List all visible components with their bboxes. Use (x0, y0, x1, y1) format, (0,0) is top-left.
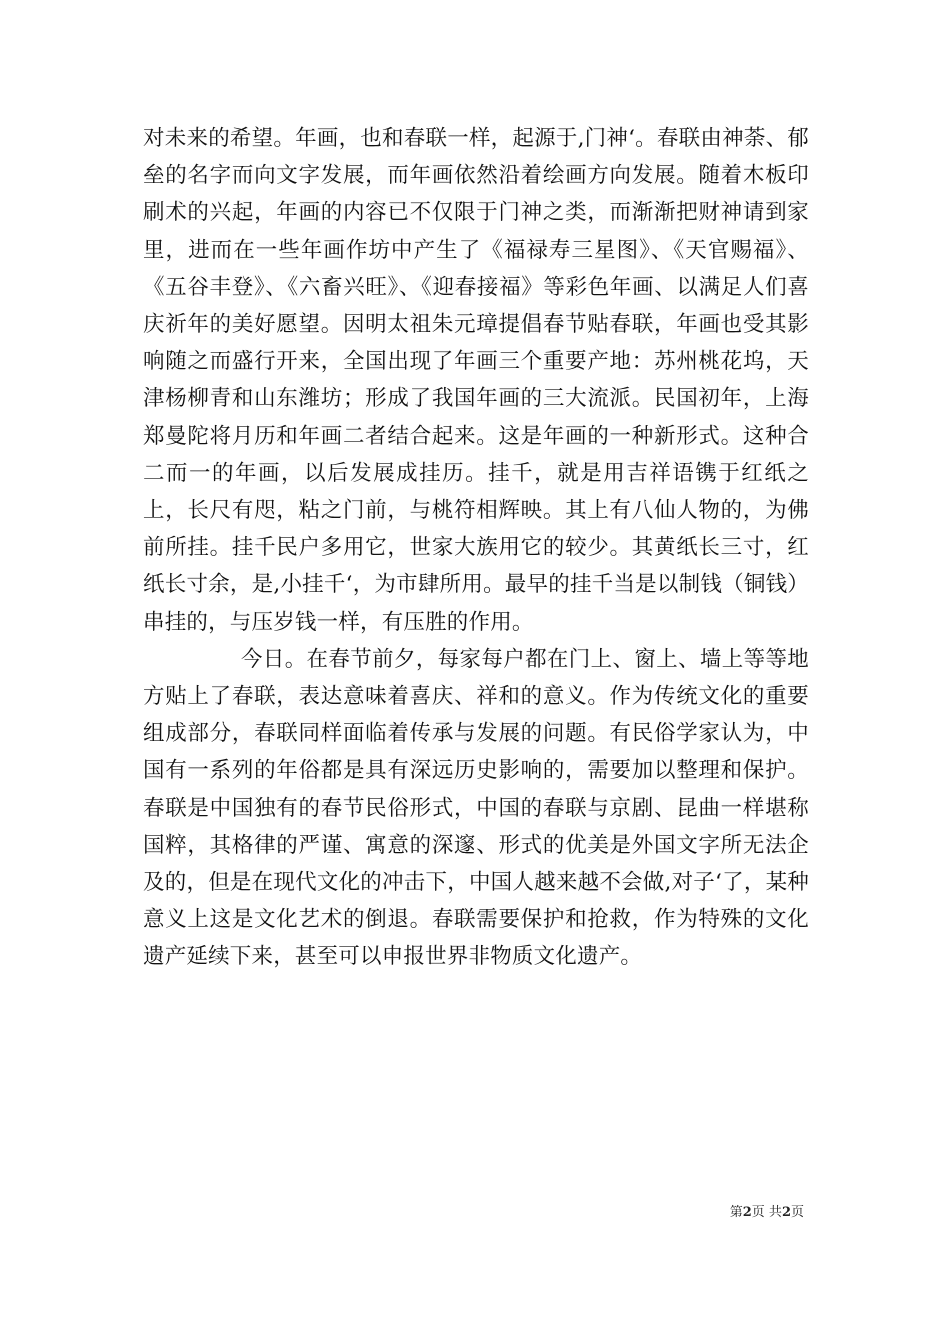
footer-suffix: 页 (790, 1205, 804, 1220)
document-body (143, 120, 809, 976)
paragraph-2: 今日。在春节前夕，每家每户都在门上、窗上、墙上等等地方贴上了春联，表达意味着喜庆、祥和的意义。作为传统文化的重要组成部分，春联同样面临着传承与发展的问题。有民俗学家认为，中国有一系列的年俗都是具有深远历史影响的，需要加以整理和保护。春联是中国独有的春节民俗形式，中国的春联与京剧、昆曲一样堪称国粹，其格律的严谨、寓意的深邃、形式的优美是外国文字所无法企及的，但是在现代文化的冲击下，中国人越来越不会做,对子‘了，某种意义上这是文化艺术的倒退。春联需要保护和抢救，作为特殊的文化遗产延续下来，甚至可以申报世界非物质文化遗产。 (143, 646, 809, 970)
page-footer (730, 1205, 804, 1221)
footer-total-pages: 2 (781, 1205, 791, 1220)
footer-middle: 页 共 (751, 1205, 782, 1220)
paragraph-1: 对未来的希望。年画，也和春联一样，起源于,门神‘。春联由神荼、郁垒的名字而向文字发展，而年画依然沿着绘画方向发展。随着木板印刷术的兴起，年画的内容已不仅限于门神之类，而渐渐把财神请到家里，进而在一些年画作坊中产生了《福禄寿三星图》、《天官赐福》、《五谷丰登》、《六畜兴旺》、《迎春接福》等彩色年画、以满足人们喜庆祈年的美好愿望。因明太祖朱元璋提倡春节贴春联，年画也受其影响随之而盛行开来，全国出现了年画三个重要产地：苏州桃花坞，天津杨柳青和山东潍坊；形成了我国年画的三大流派。民国初年，上海郑曼陀将月历和年画二者结合起来。这是年画的一种新形式。这种合二而一的年画，以后发展成挂历。挂千，就是用吉祥语镌于红纸之上，长尺有咫，粘之门前，与桃符相辉映。其上有八仙人物的，为佛前所挂。挂千民户多用它，世家大族用它的较少。其黄纸长三寸，红纸长寸余，是,小挂千‘，为市肆所用。最早的挂千当是以制钱（铜钱）串挂的，与压岁钱一样，有压胜的作用。 (143, 126, 809, 635)
footer-page-number: 2 (742, 1205, 752, 1220)
footer-prefix: 第 (729, 1205, 743, 1220)
